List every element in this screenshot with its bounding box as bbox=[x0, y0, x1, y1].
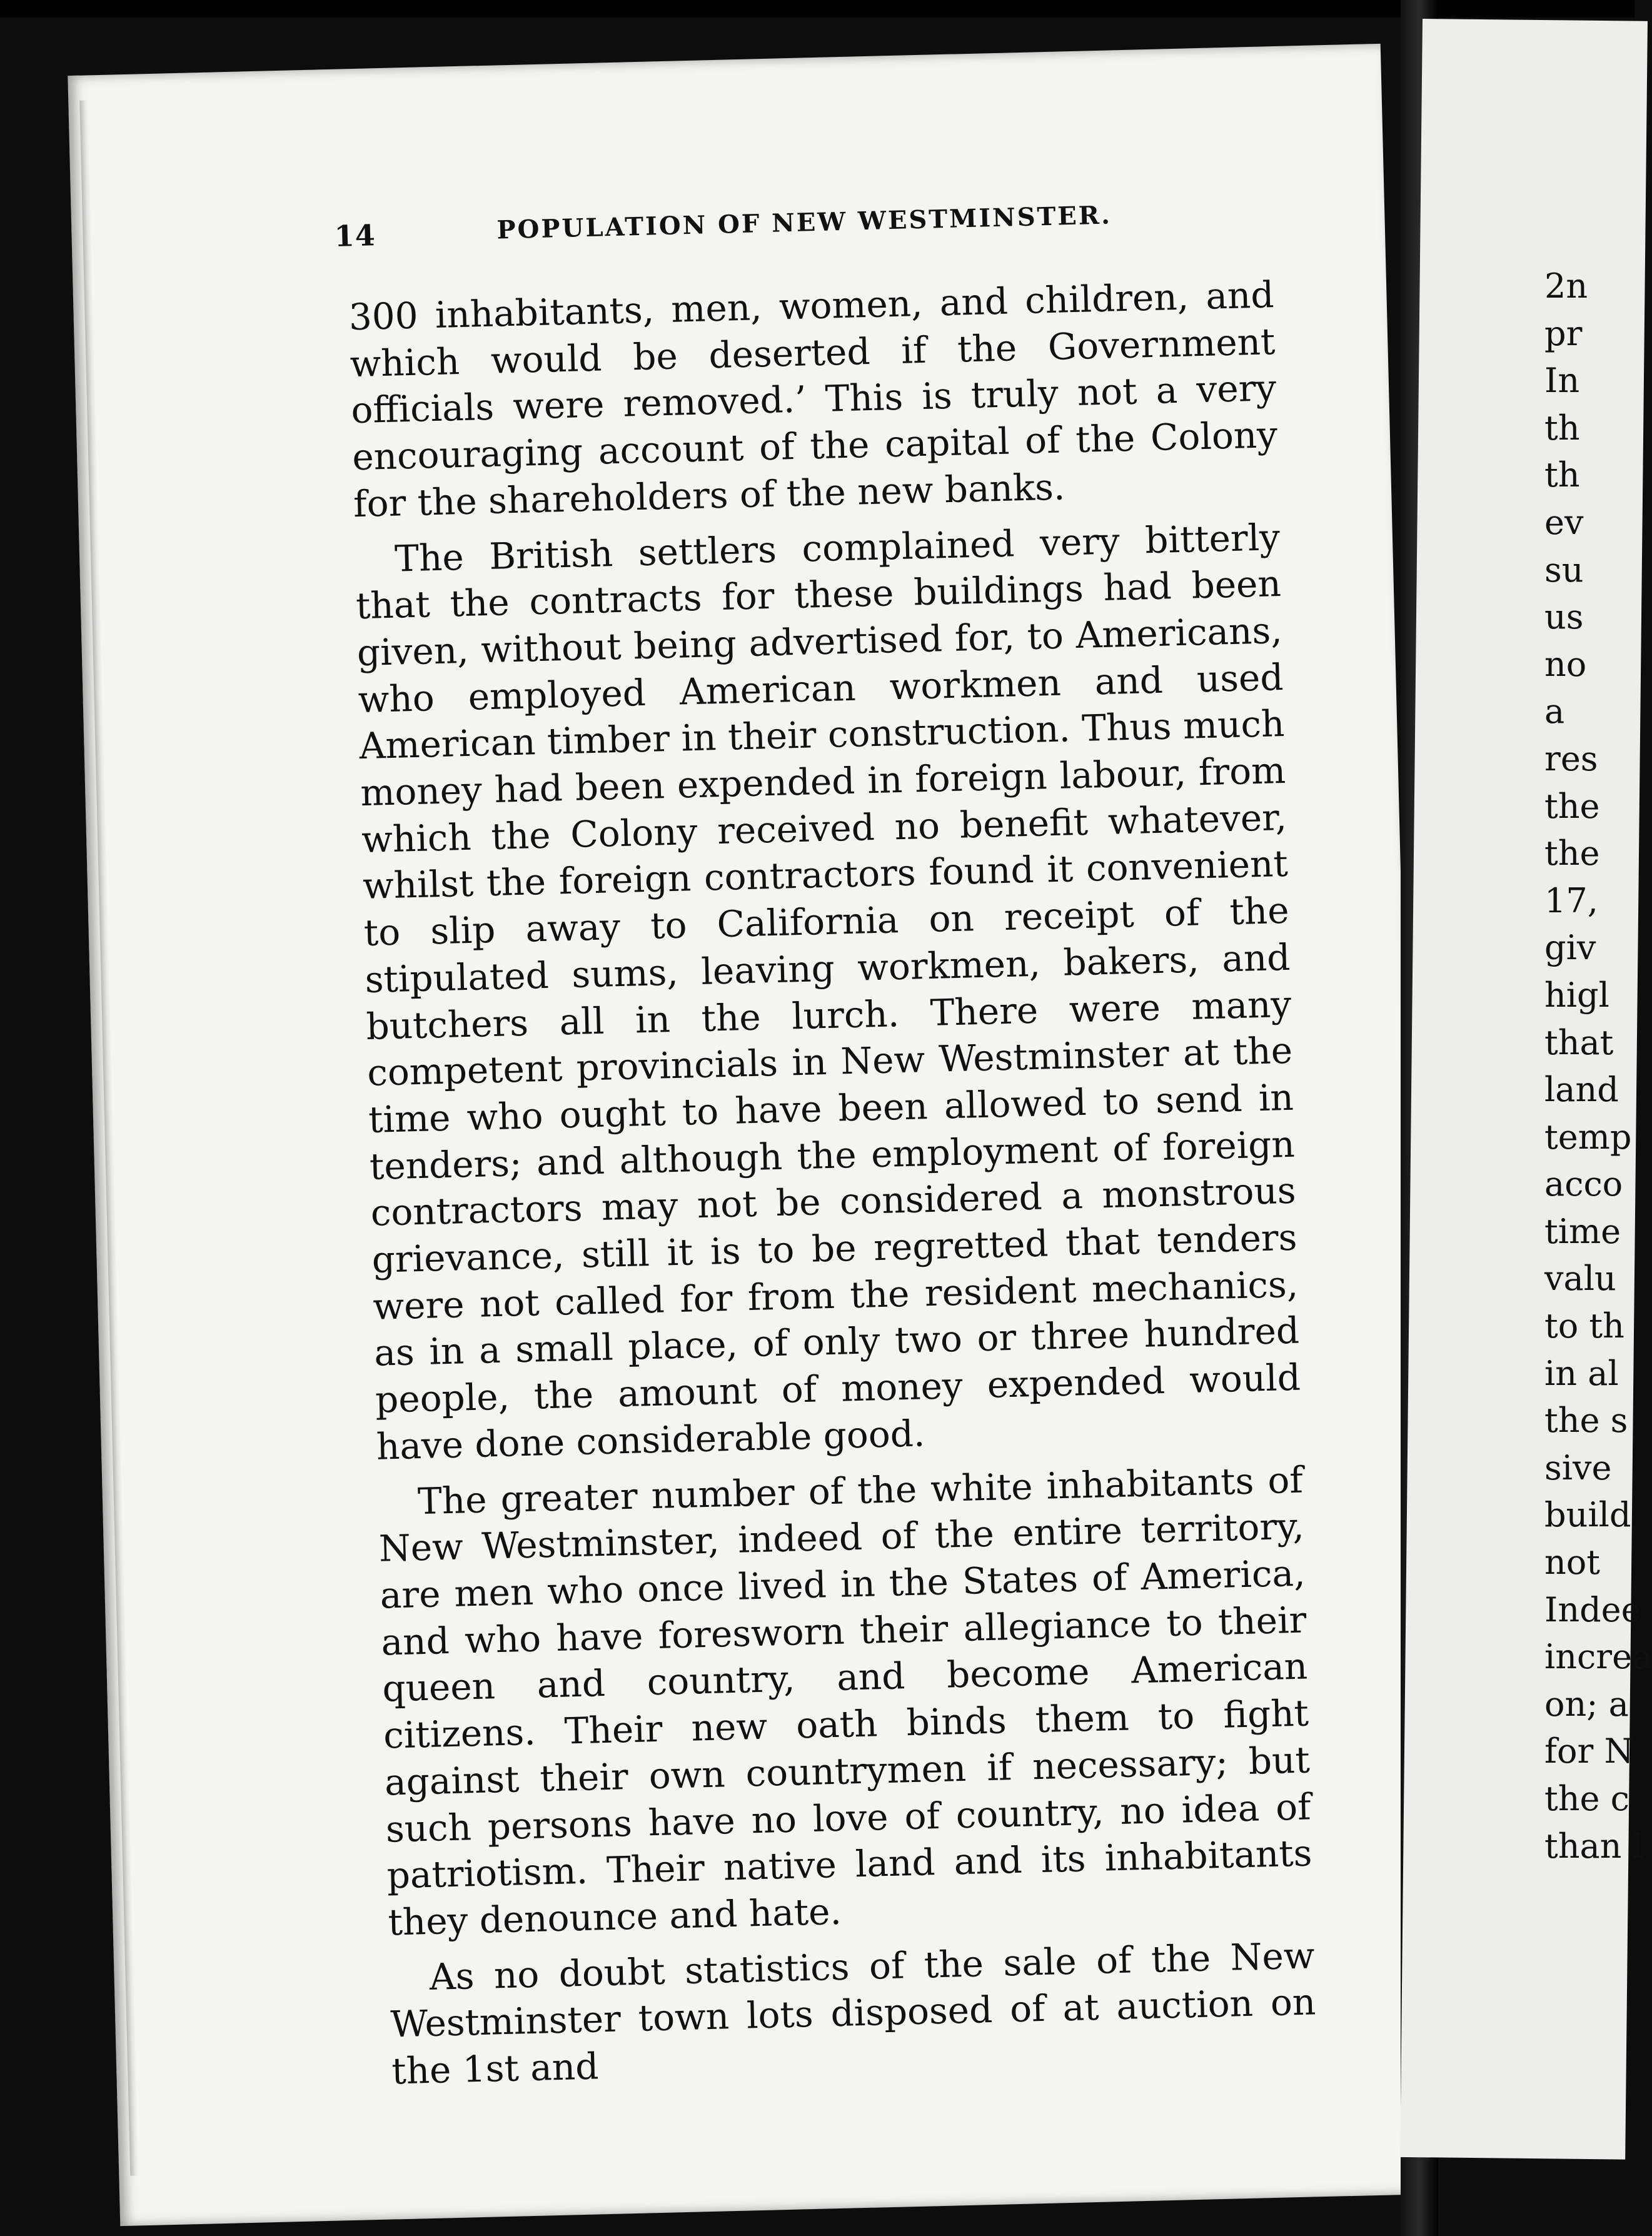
page-header bbox=[334, 195, 1322, 263]
right-page-line-fragment: th bbox=[1544, 455, 1580, 495]
paragraph-3: The greater number of the white inhabitants of New Westminster, indeed of the entire territory, are men who once lived in the States of America, and who have foresworn their allegiance to their queen and country, and become American citizens. Their new oath binds them to fight against their own countrymen if necessary; but such persons have no love of country, no idea of patriotism. Their native land and its inhabitants they denounce and hate. bbox=[378, 1458, 1313, 1944]
right-page-line-fragment: on; a bbox=[1544, 1684, 1629, 1724]
running-head: POPULATION OF NEW WESTMINSTER. bbox=[496, 200, 1112, 245]
paragraph-4: As no doubt statistics of the sale of the New Westminster town lots disposed of at auction on the 1st and bbox=[390, 1933, 1316, 2093]
right-page-line-fragment: land bbox=[1544, 1070, 1619, 1110]
right-page-text-fragments bbox=[1544, 263, 1652, 1870]
right-page-line-fragment: th bbox=[1544, 408, 1580, 448]
right-page-line-fragment: the c bbox=[1544, 1779, 1629, 1818]
paragraph-1: 300 inhabitants, men, women, and children, and which would be deserted if the Government officials were removed.’ This is truly not a very encouraging account of the capital of the Colony for the shareholders of the new banks. bbox=[348, 273, 1278, 526]
top-scan-edge bbox=[0, 0, 1634, 18]
right-page-line-fragment: higl bbox=[1544, 975, 1609, 1015]
right-page-line-fragment: time bbox=[1544, 1211, 1621, 1251]
right-page-line-fragment: the bbox=[1544, 786, 1600, 826]
right-page-line-fragment: for N bbox=[1544, 1731, 1634, 1771]
page-number: 14 bbox=[334, 218, 376, 253]
right-page-line-fragment: 2n bbox=[1544, 266, 1588, 306]
left-page bbox=[68, 44, 1433, 2226]
right-page-line-fragment: su bbox=[1544, 550, 1584, 590]
right-page-line-fragment: pr bbox=[1544, 313, 1583, 353]
right-page-line-fragment: to th bbox=[1544, 1306, 1624, 1346]
right-page-line-fragment: the s bbox=[1544, 1401, 1628, 1441]
right-page-line-fragment: ev bbox=[1544, 502, 1584, 542]
right-page-line-fragment: acco bbox=[1544, 1164, 1623, 1204]
right-page-line-fragment: us bbox=[1544, 597, 1584, 637]
right-page-line-fragment: in al bbox=[1544, 1353, 1619, 1393]
right-page-line-fragment: 17, bbox=[1544, 880, 1598, 920]
body-text bbox=[348, 271, 1317, 2095]
right-page-line-fragment: that bbox=[1544, 1022, 1614, 1062]
right-page-line-fragment: Indee bbox=[1544, 1589, 1641, 1629]
right-page-line-fragment: giv bbox=[1544, 928, 1596, 968]
right-page-line-fragment: no bbox=[1544, 644, 1587, 684]
right-page-line-fragment: increa bbox=[1544, 1637, 1652, 1677]
right-page-line-fragment: In bbox=[1544, 361, 1580, 401]
right-page-line-fragment: than l bbox=[1544, 1826, 1643, 1866]
paragraph-2: The British settlers complained very bitterly that the contracts for these buildings had been given, without being advertised for, to Americans, who employed American workmen and used American timber in their construction. Thus much money had been expended in foreign labour, from which the Colony received no benefit whatever, whilst the foreign contractors found it convenient to slip away to California on receipt of the stipulated sums, leaving workmen, bakers, and butchers all in the lurch. There were many competent provincials in New Westminster at the time who ought to have been allowed to send in tenders; and although the employment of foreign contractors may not be considered a monstrous grievance, still it is to be regretted that tenders were not called for from the resident mechanics, as in a small place, of only two or three hundred people, the amount of money expended would have done considerable good. bbox=[355, 515, 1301, 1468]
right-page-line-fragment: valu bbox=[1544, 1259, 1616, 1299]
right-page-line-fragment: a bbox=[1544, 692, 1565, 732]
right-page-line-fragment: the bbox=[1544, 833, 1600, 874]
right-page-line-fragment: temp bbox=[1544, 1117, 1632, 1157]
right-page-line-fragment: res bbox=[1544, 738, 1598, 778]
right-page-line-fragment: not bbox=[1544, 1543, 1600, 1583]
right-page-line-fragment: sive bbox=[1544, 1448, 1612, 1488]
right-page-line-fragment: build bbox=[1544, 1495, 1631, 1535]
